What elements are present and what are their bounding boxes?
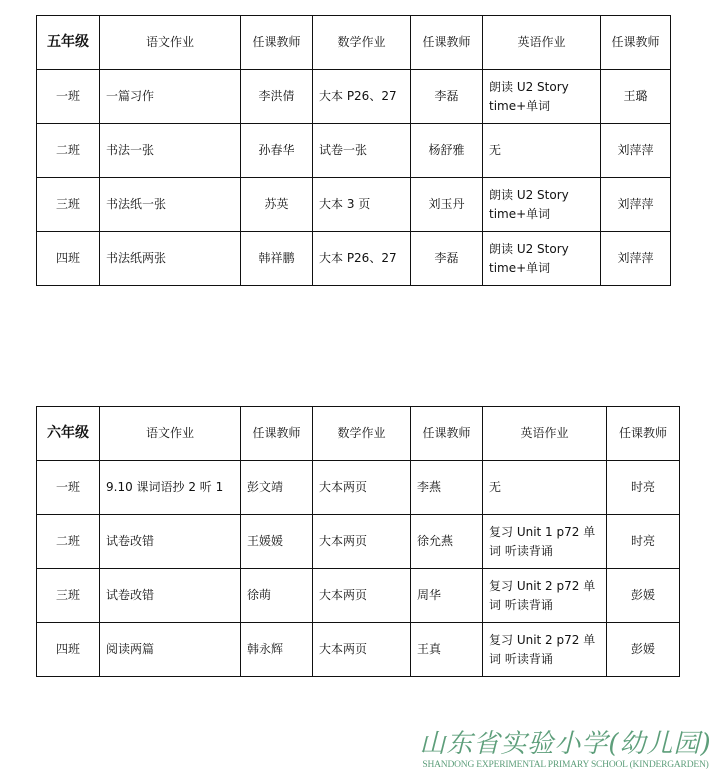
- column-header: 数学作业: [313, 407, 411, 461]
- chinese-homework: 试卷改错: [100, 515, 241, 569]
- column-header: 英语作业: [483, 407, 607, 461]
- english-homework: 复习 Unit 1 p72 单词 听读背诵: [483, 515, 607, 569]
- table-row: [37, 70, 671, 124]
- chinese-teacher: 苏英: [241, 178, 313, 232]
- math-homework: 大本 3 页: [313, 178, 411, 232]
- table-row: [37, 124, 671, 178]
- class-label: 一班: [37, 70, 100, 124]
- english-teacher: 刘萍萍: [601, 124, 671, 178]
- table-row: [37, 569, 680, 623]
- english-homework: 朗读 U2 Story time+单词: [483, 178, 601, 232]
- math-homework: 大本两页: [313, 623, 411, 677]
- chinese-homework: 试卷改错: [100, 569, 241, 623]
- math-teacher: 杨舒雅: [411, 124, 483, 178]
- grade6-homework-table: [36, 406, 680, 677]
- class-label: 三班: [37, 569, 100, 623]
- table-header-row: [37, 16, 671, 70]
- math-homework: 大本 P26、27: [313, 70, 411, 124]
- english-teacher: 刘萍萍: [601, 178, 671, 232]
- chinese-teacher: 徐萌: [241, 569, 313, 623]
- chinese-homework: 9.10 课词语抄 2 听 1: [100, 461, 241, 515]
- school-logo: [418, 723, 713, 775]
- english-homework: 朗读 U2 Story time+单词: [483, 232, 601, 286]
- class-label: 四班: [37, 623, 100, 677]
- column-header: 任课教师: [601, 16, 671, 70]
- math-homework: 大本两页: [313, 515, 411, 569]
- chinese-teacher: 李洪倩: [241, 70, 313, 124]
- column-header: 数学作业: [313, 16, 411, 70]
- table-header-row: [37, 407, 680, 461]
- column-header: 任课教师: [241, 16, 313, 70]
- math-teacher: 李磊: [411, 70, 483, 124]
- english-teacher: 刘萍萍: [601, 232, 671, 286]
- math-teacher: 李燕: [411, 461, 483, 515]
- english-teacher: 时亮: [607, 515, 680, 569]
- english-homework: 复习 Unit 2 p72 单词 听读背诵: [483, 569, 607, 623]
- table-row: [37, 232, 671, 286]
- grade-label: 五年级: [37, 16, 100, 70]
- column-header: 任课教师: [411, 407, 483, 461]
- math-homework: 试卷一张: [313, 124, 411, 178]
- grade5-homework-table: [36, 15, 671, 286]
- english-teacher: 时亮: [607, 461, 680, 515]
- grade-label: 六年级: [37, 407, 100, 461]
- column-header: 语文作业: [100, 407, 241, 461]
- chinese-teacher: 韩祥鹏: [241, 232, 313, 286]
- english-homework: 无: [483, 124, 601, 178]
- math-homework: 大本 P26、27: [313, 232, 411, 286]
- chinese-teacher: 王媛媛: [241, 515, 313, 569]
- column-header: 语文作业: [100, 16, 241, 70]
- chinese-homework: 阅读两篇: [100, 623, 241, 677]
- column-header: 英语作业: [483, 16, 601, 70]
- chinese-homework: 书法纸两张: [100, 232, 241, 286]
- column-header: 任课教师: [607, 407, 680, 461]
- math-teacher: 周华: [411, 569, 483, 623]
- column-header: 任课教师: [411, 16, 483, 70]
- english-homework: 朗读 U2 Story time+单词: [483, 70, 601, 124]
- class-label: 二班: [37, 124, 100, 178]
- table-row: [37, 178, 671, 232]
- table-row: [37, 461, 680, 515]
- school-logo-english: SHANDONG EXPERIMENTAL PRIMARY SCHOOL (KINDERGARDEN): [422, 760, 709, 770]
- chinese-teacher: 彭文靖: [241, 461, 313, 515]
- table-row: [37, 515, 680, 569]
- english-teacher: 王璐: [601, 70, 671, 124]
- class-label: 一班: [37, 461, 100, 515]
- class-label: 二班: [37, 515, 100, 569]
- math-teacher: 徐允燕: [411, 515, 483, 569]
- math-teacher: 李磊: [411, 232, 483, 286]
- math-homework: 大本两页: [313, 569, 411, 623]
- class-label: 三班: [37, 178, 100, 232]
- chinese-homework: 书法一张: [100, 124, 241, 178]
- school-logo-chinese: 山东省实验小学(幼儿园): [419, 729, 712, 759]
- math-homework: 大本两页: [313, 461, 411, 515]
- math-teacher: 王真: [411, 623, 483, 677]
- english-teacher: 彭媛: [607, 623, 680, 677]
- class-label: 四班: [37, 232, 100, 286]
- column-header: 任课教师: [241, 407, 313, 461]
- english-homework: 复习 Unit 2 p72 单词 听读背诵: [483, 623, 607, 677]
- table-row: [37, 623, 680, 677]
- chinese-homework: 一篇习作: [100, 70, 241, 124]
- math-teacher: 刘玉丹: [411, 178, 483, 232]
- english-teacher: 彭媛: [607, 569, 680, 623]
- chinese-teacher: 孙春华: [241, 124, 313, 178]
- chinese-teacher: 韩永辉: [241, 623, 313, 677]
- english-homework: 无: [483, 461, 607, 515]
- chinese-homework: 书法纸一张: [100, 178, 241, 232]
